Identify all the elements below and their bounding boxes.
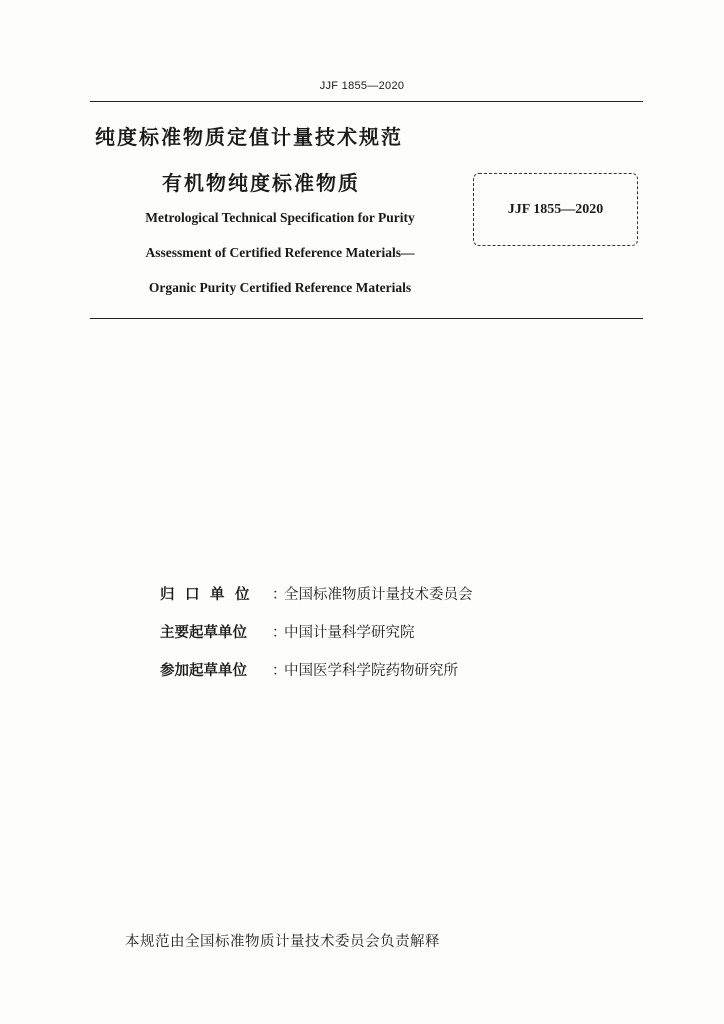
organization-value: 中国计量科学研究院 (284, 625, 415, 641)
organization-colon: ： (272, 625, 287, 641)
organization-row-participating-drafter (160, 659, 580, 697)
organization-label: 主要起草单位 (160, 625, 247, 641)
title-chinese-sub: 有机物纯度标准物质 (162, 171, 360, 195)
title-chinese-main: 纯度标准物质定值计量技术规范 (95, 125, 403, 149)
organization-row-main-drafter (160, 621, 580, 659)
organization-label: 归口单位 (160, 587, 260, 603)
top-rule (90, 101, 643, 102)
organization-label: 参加起草单位 (160, 663, 247, 679)
title-english-line3: Organic Purity Certified Reference Materials (148, 280, 412, 295)
organization-colon: ： (272, 587, 287, 603)
title-english-line2: Assessment of Certified Reference Materials— (145, 245, 415, 260)
bottom-rule (90, 318, 643, 319)
title-english-line1: Metrological Technical Specification for Purity (145, 210, 415, 225)
header-standard-code: JJF 1855—2020 (319, 80, 405, 92)
organization-value: 全国标准物质计量技术委员会 (284, 587, 473, 603)
standard-code-box (473, 173, 638, 246)
organization-value: 中国医学科学院药物研究所 (284, 663, 458, 679)
standard-code: JJF 1855—2020 (507, 201, 604, 217)
organization-row-responsible (160, 583, 580, 621)
organization-colon: ： (272, 663, 287, 679)
organization-list (160, 583, 580, 697)
footer-interpretation-note: 本规范由全国标准物质计量技术委员会负责解释 (125, 934, 440, 950)
